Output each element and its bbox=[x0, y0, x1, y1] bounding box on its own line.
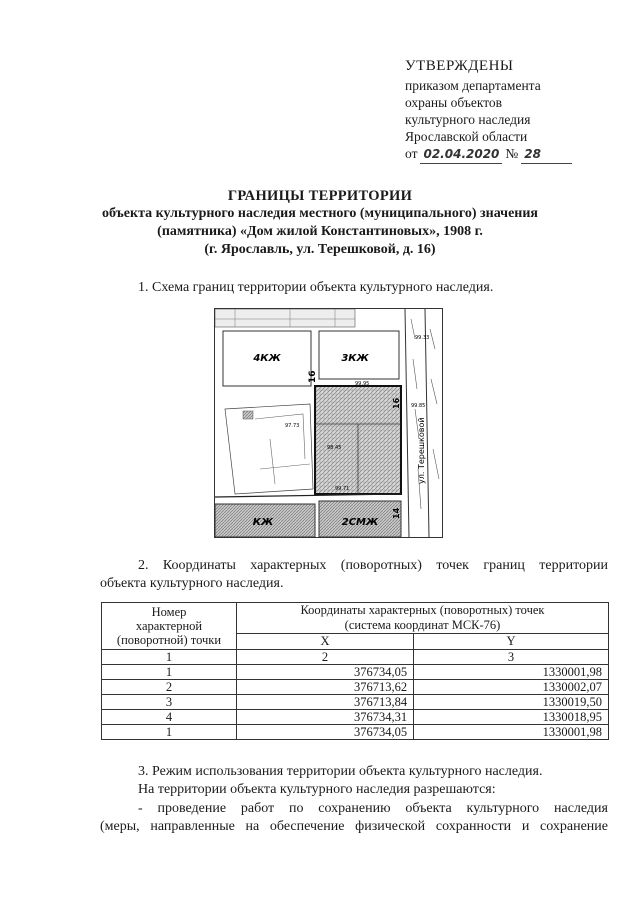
document-title bbox=[0, 187, 640, 259]
elev-2: 99.33 bbox=[415, 335, 430, 341]
table-row bbox=[102, 695, 609, 710]
index-cell: 2 bbox=[237, 650, 414, 665]
point-number-cell: 3 bbox=[102, 695, 237, 710]
y-cell: 1330002,07 bbox=[414, 680, 609, 695]
table-row bbox=[102, 665, 609, 680]
approval-heading: УТВЕРЖДЕНЫ bbox=[405, 58, 514, 74]
index-cell: 3 bbox=[414, 650, 609, 665]
header-coordinates-line-2: (система координат МСК-76) bbox=[344, 618, 501, 632]
title-line-4: (г. Ярославль, ул. Терешковой, д. 16) bbox=[204, 242, 436, 257]
number-prefix: № bbox=[505, 146, 519, 161]
elev-1: 99.95 bbox=[355, 381, 370, 387]
coordinates-table bbox=[101, 602, 609, 740]
header-y: Y bbox=[414, 634, 609, 650]
x-cell: 376713,84 bbox=[237, 695, 414, 710]
approval-line-4: Ярославской области bbox=[405, 129, 528, 144]
label-street: ул. Терешковой bbox=[417, 417, 426, 484]
title-line-1: ГРАНИЦЫ ТЕРРИТОРИИ bbox=[227, 188, 413, 204]
y-cell: 1330001,98 bbox=[414, 665, 609, 680]
point-number-cell: 1 bbox=[102, 665, 237, 680]
section-2-line-2: объекта культурного наследия. bbox=[100, 576, 284, 591]
y-cell: 1330018,95 bbox=[414, 710, 609, 725]
elev-5: 99.85 bbox=[411, 403, 426, 409]
point-number-cell: 4 bbox=[102, 710, 237, 725]
elev-3: 97.73 bbox=[285, 423, 300, 429]
approval-line-3: культурного наследия bbox=[405, 112, 531, 127]
header-point-number bbox=[102, 603, 237, 650]
section-2-line-1: 2. Координаты характерных (поворотных) точек границ территории bbox=[138, 558, 608, 573]
point-number-cell: 2 bbox=[102, 680, 237, 695]
boundary-map-drawing bbox=[215, 309, 442, 537]
x-cell: 376713,62 bbox=[237, 680, 414, 695]
header-x: X bbox=[237, 634, 414, 650]
label-3kzh: 3КЖ bbox=[341, 353, 369, 364]
label-4kzh: 4КЖ bbox=[253, 353, 281, 364]
header-point-number-line-2: характерной bbox=[135, 619, 203, 633]
label-kzh: КЖ bbox=[252, 517, 274, 528]
section-3-line-2: На территории объекта культурного наследия разрешаются: bbox=[138, 782, 496, 797]
table-row bbox=[102, 710, 609, 725]
elev-6: 98.45 bbox=[327, 445, 342, 451]
header-point-number-line-1: Номер bbox=[151, 605, 187, 619]
x-cell: 376734,05 bbox=[237, 725, 414, 740]
handwritten-number: 28 bbox=[521, 146, 572, 164]
table-header-row bbox=[102, 603, 609, 634]
approval-date-line bbox=[405, 145, 572, 164]
approval-line-2: охраны объектов bbox=[405, 95, 503, 110]
label-house-14: 14 bbox=[392, 507, 401, 519]
date-prefix: от bbox=[405, 146, 418, 161]
header-coordinates-line-1: Координаты характерных (поворотных) точек bbox=[300, 603, 545, 617]
index-cell: 1 bbox=[102, 650, 237, 665]
approval-line-1: приказом департамента bbox=[405, 78, 541, 93]
section-3-line-1: 3. Режим использования территории объекта культурного наследия. bbox=[138, 764, 543, 779]
y-cell: 1330019,50 bbox=[414, 695, 609, 710]
table-index-row bbox=[102, 650, 609, 665]
header-point-number-line-3: (поворотной) точки bbox=[116, 633, 222, 647]
handwritten-date: 02.04.2020 bbox=[420, 146, 502, 164]
point-number-cell: 1 bbox=[102, 725, 237, 740]
approval-block bbox=[405, 58, 572, 164]
boundary-map bbox=[214, 308, 443, 538]
section-3-line-4: (меры, направленные на обеспечение физической сохранности и сохранение bbox=[100, 819, 608, 834]
table-row bbox=[102, 680, 609, 695]
header-coordinates bbox=[237, 603, 609, 634]
x-cell: 376734,31 bbox=[237, 710, 414, 725]
section-3-line-3: - проведение работ по сохранению объекта культурного наследия bbox=[138, 801, 608, 816]
label-house-16-b: 16 bbox=[392, 397, 401, 409]
section-1-heading: 1. Схема границ территории объекта культурного наследия. bbox=[138, 280, 494, 295]
label-2smzh: 2СМЖ bbox=[341, 517, 379, 528]
elev-4: 99.71 bbox=[335, 486, 350, 492]
table-row bbox=[102, 725, 609, 740]
label-house-16: 16 bbox=[308, 370, 318, 383]
x-cell: 376734,05 bbox=[237, 665, 414, 680]
y-cell: 1330001,98 bbox=[414, 725, 609, 740]
title-line-2: объекта культурного наследия местного (муниципального) значения bbox=[101, 206, 538, 221]
title-line-3: (памятника) «Дом жилой Константиновых», 1908 г. bbox=[157, 224, 483, 239]
